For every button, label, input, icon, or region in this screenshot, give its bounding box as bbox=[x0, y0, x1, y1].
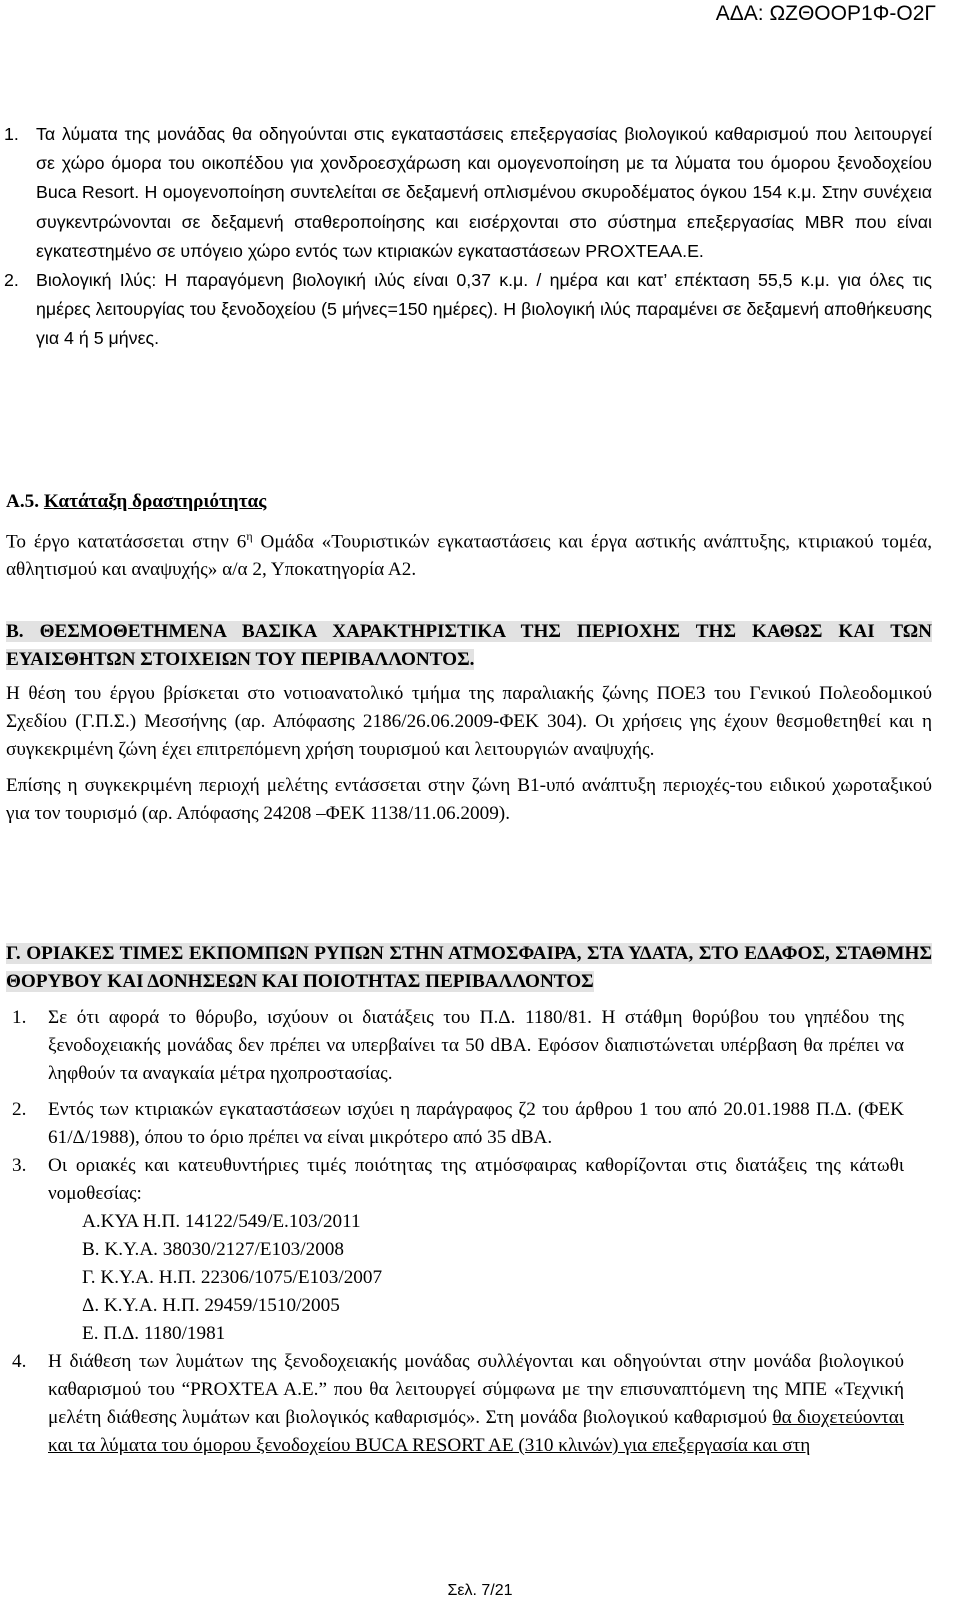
list-item bbox=[0, 266, 960, 354]
item-text: Βιολογική Ιλύς: Η παραγόμενη βιολογική ιλύς είναι 0,37 κ.μ. / ημέρα και κατ’ επέκταση 55,5 κ.μ. για όλες τις ημέρες λειτουργίας του ξενοδοχείου (5 μήνες=150 ημέρες). Η βιολογική ιλύς παραμένει σε δεξαμενή αποθήκευσης για 4 ή 5 μήνες. bbox=[36, 270, 932, 349]
section-c-heading bbox=[6, 940, 932, 996]
ada-code: ΑΔΑ: ΩΖΘΟΟΡ1Φ-Ο2Γ bbox=[715, 2, 936, 25]
item4-text: Η διάθεση των λυμάτων της ξενοδοχειακής μονάδας συλλέγονται και οδηγούνται στην μονάδα βιολογικού καθαρισμού του “PROXTEA A.E.” που θα λειτουργεί σύμφωνα με την επισυναπτόμενη της ΜΠΕ «Τεχνική μελέτη διάθεσης λυμάτων και βιολογικός καθαρισμός». Στη μονάδα βιολογικού καθαρισμού bbox=[48, 1351, 904, 1428]
list-item bbox=[6, 1348, 932, 1460]
section-a5-number: Α.5. bbox=[6, 491, 40, 512]
item-text bbox=[48, 1348, 904, 1460]
section-a5-heading bbox=[6, 488, 932, 516]
item-number: 3. bbox=[12, 1155, 27, 1176]
item-number: 2. bbox=[4, 270, 19, 291]
section-c-list bbox=[6, 1004, 932, 1460]
list-item bbox=[6, 1096, 932, 1152]
section-a5-title: Κατάταξη δραστηριότητας bbox=[43, 491, 267, 512]
item-number: 2. bbox=[12, 1099, 27, 1120]
section-b-para1: Η θέση του έργου βρίσκεται στο νοτιοανατολικό τμήμα της παραλιακής ζώνης ΠΟΕ3 του Γενικού Πολεοδομικού Σχεδίου (Γ.Π.Σ.) Μεσσήνης (αρ. Απόφασης 2186/26.06.2009-ΦΕΚ 304). Οι χρήσεις γης έχουν θεσμοθετηθεί και η συγκεκριμένη ζώνη έχει επιτρεπόμενη χρήση τουρισμού και λειτουργιών αναψυχής. bbox=[6, 683, 932, 760]
section-a5-body-post: Ομάδα «Τουριστικών εγκαταστάσεις και έργα αστικής ανάπτυξης, κτιριακού τομέα, αθλητισμού και αναψυχής» α/α 2, Υποκατηγορία Α2. bbox=[6, 531, 932, 581]
law-item: Ε. Π.Δ. 1180/1981 bbox=[82, 1323, 226, 1344]
item4-underlined-text: θα διοχετεύονται και τα λύματα του όμορου ξενοδοχείου BUCA RESORT AE (310 κλινών) για επεξεργασία και στη bbox=[48, 1407, 904, 1456]
item-text: Σε ότι αφορά το θόρυβο, ισχύουν οι διατάξεις του Π.Δ. 1180/81. Η στάθμη θορύβου του γηπέδου της ξενοδοχειακής μονάδας δεν πρέπει να υπερβαίνει τα 50 dBA. Εφόσον διαπιστώνεται υπέρβαση θα πρέπει να ληφθούν τα αναγκαία μέτρα ηχοπροστασίας. bbox=[48, 1007, 904, 1084]
page-number: Σελ. 7/21 bbox=[447, 1582, 513, 1599]
intro-section bbox=[0, 120, 960, 354]
section-c bbox=[0, 940, 960, 1460]
list-item bbox=[0, 120, 960, 266]
section-a5-body-pre: Το έργο κατατάσσεται στην 6 bbox=[6, 531, 247, 553]
section-a5 bbox=[0, 488, 960, 584]
law-item: Δ. Κ.Υ.Α. Η.Π. 29459/1510/2005 bbox=[82, 1295, 340, 1316]
item-text: Εντός των κτιριακών εγκαταστάσεων ισχύει η παράγραφος ζ2 του άρθρου 1 του από 20.01.1988 Π.Δ. (ΦΕΚ 61/Δ/1988), όπου το όριο πρέπει να είναι μικρότερο από 35 dBA. bbox=[48, 1099, 904, 1148]
law-item: Γ. Κ.Υ.Α. Η.Π. 22306/1075/Ε103/2007 bbox=[82, 1267, 383, 1288]
list-item bbox=[6, 1152, 932, 1208]
section-c-heading-text: Γ. ΟΡΙΑΚΕΣ ΤΙΜΕΣ ΕΚΠΟΜΠΩΝ ΡΥΠΩΝ ΣΤΗΝ ΑΤΜΟΣΦΑΙΡΑ, ΣΤΑ ΥΔΑΤΑ, ΣΤΟ ΕΔΑΦΟΣ, ΣΤΑΘΜΗΣ ΘΟΡΥΒΟΥ ΚΑΙ ΔΟΝΗΣΕΩΝ ΚΑΙ ΠΟΙΟΤΗΤΑΣ ΠΕΡΙΒΑΛΛΟΝΤΟΣ bbox=[6, 943, 932, 992]
item-number: 1. bbox=[12, 1007, 27, 1028]
law-item: Α.ΚΥΑ Η.Π. 14122/549/Ε.103/2011 bbox=[82, 1211, 361, 1232]
item-text: Οι οριακές και κατευθυντήριες τιμές ποιότητας της ατμόσφαιρας καθορίζονται στις διατάξεις της κάτωθι νομοθεσίας: bbox=[48, 1155, 904, 1204]
item-number: 1. bbox=[4, 124, 19, 144]
section-b-para2: Επίσης η συγκεκριμένη περιοχή μελέτης εντάσσεται στην ζώνη Β1-υπό ανάπτυξη περιοχές-του ειδικού χωροταξικού για τον τουρισμό (αρ. Απόφασης 24208 –ΦΕΚ 1138/11.06.2009). bbox=[6, 775, 932, 824]
item-text: Τα λύματα της μονάδας θα οδηγούνται στις εγκαταστάσεις επεξεργασίας βιολογικού καθαρισμού που λειτουργεί σε χώρο όμορα του οικοπέδου για χονδροεσχάρωση και ομογενοποίηση με τα λύματα του όμορου ξενοδοχείου Buca Resort. Η ομογενοποίηση συντελείται σε δεξαμενή οπλισμένου σκυροδέματος όγκου 154 κ.μ. Στην συνέχεια συγκεντρώνονται σε δεξαμενή σταθεροποίησης και εισέρχονται στο σύστημα επεξεργασίας MBR που είναι εγκατεστημένο σε υπόγειο χώρο εντός των κτιριακών εγκαταστάσεων PROXTEAA.E. bbox=[36, 124, 932, 261]
list-item bbox=[6, 1004, 932, 1088]
section-b-heading bbox=[6, 618, 932, 674]
section-a5-sup: η bbox=[246, 529, 253, 543]
law-item: Β. Κ.Υ.Α. 38030/2127/Ε103/2008 bbox=[82, 1239, 344, 1260]
section-b bbox=[0, 618, 960, 828]
section-a5-body bbox=[6, 522, 932, 584]
item-number: 4. bbox=[12, 1351, 27, 1372]
section-b-heading-text: Β. ΘΕΣΜΟΘΕΤΗΜΕΝΑ ΒΑΣΙΚΑ ΧΑΡΑΚΤΗΡΙΣΤΙΚΑ ΤΗΣ ΠΕΡΙΟΧΗΣ ΤΗΣ ΚΑΘΩΣ ΚΑΙ ΤΩΝ ΕΥΑΙΣΘΗΤΩΝ ΣΤΟΙΧΕΙΩΝ ΤΟΥ ΠΕΡΙΒΑΛΛΟΝΤΟΣ. bbox=[6, 621, 932, 670]
